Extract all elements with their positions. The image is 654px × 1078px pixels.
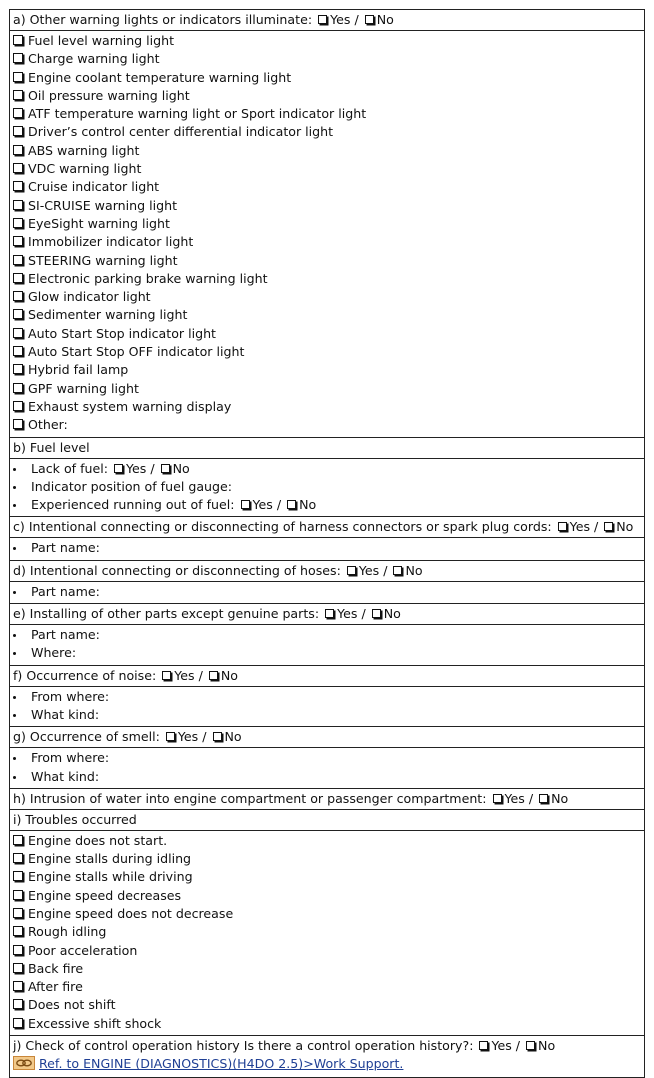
checkbox[interactable]	[13, 309, 23, 319]
list-item: Part name:	[10, 626, 644, 644]
section-i-header	[10, 809, 644, 830]
checkbox[interactable]	[13, 35, 23, 45]
section-e-header: e) Installing of other parts except genuine parts: Yes / No	[10, 603, 644, 624]
list-item: Other:	[10, 416, 644, 434]
list-item: Engine does not start.	[10, 832, 644, 850]
list-item: Cruise indicator light	[10, 178, 644, 196]
list-item: Driver’s control center differential indicator light	[10, 123, 644, 141]
no-checkbox[interactable]	[287, 500, 296, 509]
checkbox[interactable]	[13, 53, 23, 63]
section-b-list	[10, 458, 644, 517]
list-item: Part name:	[10, 539, 644, 557]
checkbox[interactable]	[13, 200, 23, 210]
checkbox[interactable]	[13, 890, 23, 900]
no-checkbox[interactable]	[526, 1041, 535, 1050]
list-item: Engine speed decreases	[10, 887, 644, 905]
list-item: Engine stalls while driving	[10, 868, 644, 886]
checkbox[interactable]	[13, 401, 23, 411]
checkbox[interactable]	[13, 163, 23, 173]
checkbox[interactable]	[13, 364, 23, 374]
list-item: What kind:	[10, 706, 644, 724]
list-item: Engine speed does not decrease	[10, 905, 644, 923]
list-item: Indicator position of fuel gauge:	[10, 478, 644, 496]
section-f-header: f) Occurrence of noise: Yes / No	[10, 665, 644, 686]
bullet-icon	[13, 591, 16, 594]
bullet-icon	[13, 634, 16, 637]
section-b-header	[10, 437, 644, 458]
yes-checkbox[interactable]	[325, 609, 334, 618]
section-a-header: a) Other warning lights or indicators illuminate: Yes / No	[13, 12, 394, 27]
no-checkbox[interactable]	[604, 522, 613, 531]
checkbox[interactable]	[13, 291, 23, 301]
section-f-list	[10, 686, 644, 727]
yes-checkbox[interactable]	[558, 522, 567, 531]
section-b-title: b) Fuel level	[13, 439, 90, 455]
list-item: Glow indicator light	[10, 288, 644, 306]
no-label: No	[376, 12, 394, 27]
checkbox[interactable]	[13, 871, 23, 881]
bullet-icon	[13, 776, 16, 779]
no-checkbox[interactable]	[161, 464, 170, 473]
section-c-title: c) Intentional connecting or disconnecting of harness connectors or spark plug cords:	[13, 519, 552, 535]
list-item: Engine stalls during idling	[10, 850, 644, 868]
work-support-link[interactable]: Ref. to ENGINE (DIAGNOSTICS)(H4DO 2.5)>Work Support.	[39, 1056, 404, 1072]
yes-checkbox[interactable]	[114, 464, 123, 473]
list-item: Rough idling	[10, 923, 644, 941]
no-checkbox[interactable]	[393, 566, 402, 575]
checkbox[interactable]	[13, 145, 23, 155]
section-a-list	[10, 30, 644, 437]
section-g-title: g) Occurrence of smell:	[13, 729, 160, 745]
list-item: Auto Start Stop indicator light	[10, 325, 644, 343]
checkbox[interactable]	[13, 108, 23, 118]
checkbox[interactable]	[13, 981, 23, 991]
section-d-title: d) Intentional connecting or disconnecting of hoses:	[13, 562, 341, 578]
list-item: STEERING warning light	[10, 252, 644, 270]
list-item: GPF warning light	[10, 380, 644, 398]
checkbox[interactable]	[13, 419, 23, 429]
bullet-icon	[13, 547, 16, 550]
yes-checkbox[interactable]	[347, 566, 356, 575]
yes-checkbox[interactable]	[318, 15, 327, 24]
checkbox[interactable]	[13, 853, 23, 863]
list-item: Hybrid fail lamp	[10, 361, 644, 379]
checkbox[interactable]	[13, 236, 23, 246]
checkbox[interactable]	[13, 273, 23, 283]
yes-checkbox[interactable]	[241, 500, 250, 509]
checkbox[interactable]	[13, 255, 23, 265]
list-item: Poor acceleration	[10, 942, 644, 960]
section-d-header: d) Intentional connecting or disconnecting of hoses: Yes / No	[10, 560, 644, 581]
yes-checkbox[interactable]	[162, 671, 171, 680]
section-h-header: h) Intrusion of water into engine compartment or passenger compartment: Yes / No	[10, 788, 644, 809]
list-item: ABS warning light	[10, 142, 644, 160]
checkbox[interactable]	[13, 1018, 23, 1028]
list-item: Where:	[10, 644, 644, 662]
yes-checkbox[interactable]	[166, 732, 175, 741]
section-i-list	[10, 830, 644, 1035]
checkbox[interactable]	[13, 126, 23, 136]
questionnaire-table	[9, 9, 645, 1078]
section-c-list	[10, 537, 644, 559]
link-chain-icon	[13, 1056, 35, 1070]
checkbox[interactable]	[13, 328, 23, 338]
bullet-icon	[13, 652, 16, 655]
list-item: ATF temperature warning light or Sport indicator light	[10, 105, 644, 123]
list-item: Excessive shift shock	[10, 1015, 644, 1033]
no-checkbox[interactable]	[539, 794, 548, 803]
checkbox[interactable]	[13, 926, 23, 936]
no-checkbox[interactable]	[209, 671, 218, 680]
list-item: EyeSight warning light	[10, 215, 644, 233]
section-e-list	[10, 624, 644, 665]
no-checkbox[interactable]	[213, 732, 222, 741]
list-item: Experienced running out of fuel: Yes / No	[10, 496, 644, 514]
checkbox[interactable]	[13, 945, 23, 955]
yes-checkbox[interactable]	[479, 1041, 488, 1050]
section-a-title: a) Other warning lights or indicators illuminate:	[13, 12, 313, 27]
section-e-title: e) Installing of other parts except genuine parts:	[13, 606, 320, 622]
list-item: Auto Start Stop OFF indicator light	[10, 343, 644, 361]
bullet-icon	[13, 696, 16, 699]
list-item: Oil pressure warning light	[10, 87, 644, 105]
list-item: From where:	[10, 749, 644, 767]
list-item: Electronic parking brake warning light	[10, 270, 644, 288]
checkbox[interactable]	[13, 383, 23, 393]
checkbox[interactable]	[13, 999, 23, 1009]
section-h-title: h) Intrusion of water into engine compartment or passenger compartment:	[13, 790, 487, 806]
checkbox[interactable]	[13, 963, 23, 973]
list-item: Part name:	[10, 583, 644, 601]
list-item: From where:	[10, 688, 644, 706]
bullet-icon	[13, 486, 16, 489]
section-c-header: c) Intentional connecting or disconnecting of harness connectors or spark plug cords: Yes / No	[10, 516, 644, 537]
section-j-title: j) Check of control operation history Is there a control operation history?:	[13, 1038, 474, 1054]
list-item: After fire	[10, 978, 644, 996]
list-item: What kind:	[10, 768, 644, 786]
list-item: Lack of fuel: Yes / No	[10, 460, 644, 478]
yes-checkbox[interactable]	[493, 794, 502, 803]
section-d-list	[10, 581, 644, 603]
yes-label: Yes	[330, 12, 351, 27]
list-item: Immobilizer indicator light	[10, 233, 644, 251]
list-item: Back fire	[10, 960, 644, 978]
list-item: Sedimenter warning light	[10, 306, 644, 324]
checkbox[interactable]	[13, 218, 23, 228]
list-item: Does not shift	[10, 996, 644, 1014]
reference-line	[10, 1055, 644, 1075]
list-item: Engine coolant temperature warning light	[10, 69, 644, 87]
section-j-header: j) Check of control operation history Is there a control operation history?: Yes / No	[13, 1038, 556, 1054]
no-checkbox[interactable]	[372, 609, 381, 618]
section-f-title: f) Occurrence of noise:	[13, 667, 157, 683]
section-g-header: g) Occurrence of smell: Yes / No	[10, 726, 644, 747]
bullet-icon	[13, 714, 16, 717]
bullet-icon	[13, 504, 16, 507]
checkbox[interactable]	[13, 181, 23, 191]
section-g-list	[10, 747, 644, 788]
checkbox[interactable]	[13, 90, 23, 100]
checkbox[interactable]	[13, 72, 23, 82]
no-checkbox[interactable]	[365, 15, 374, 24]
section-j	[10, 1035, 644, 1077]
bullet-icon	[13, 757, 16, 760]
list-item: SI-CRUISE warning light	[10, 197, 644, 215]
checkbox[interactable]	[13, 835, 23, 845]
list-item: Exhaust system warning display	[10, 398, 644, 416]
section-i-title: i) Troubles occurred	[13, 811, 137, 827]
list-item: Charge warning light	[10, 50, 644, 68]
list-item: VDC warning light	[10, 160, 644, 178]
checkbox[interactable]	[13, 908, 23, 918]
checkbox[interactable]	[13, 346, 23, 356]
list-item: Fuel level warning light	[10, 32, 644, 50]
bullet-icon	[13, 468, 16, 471]
